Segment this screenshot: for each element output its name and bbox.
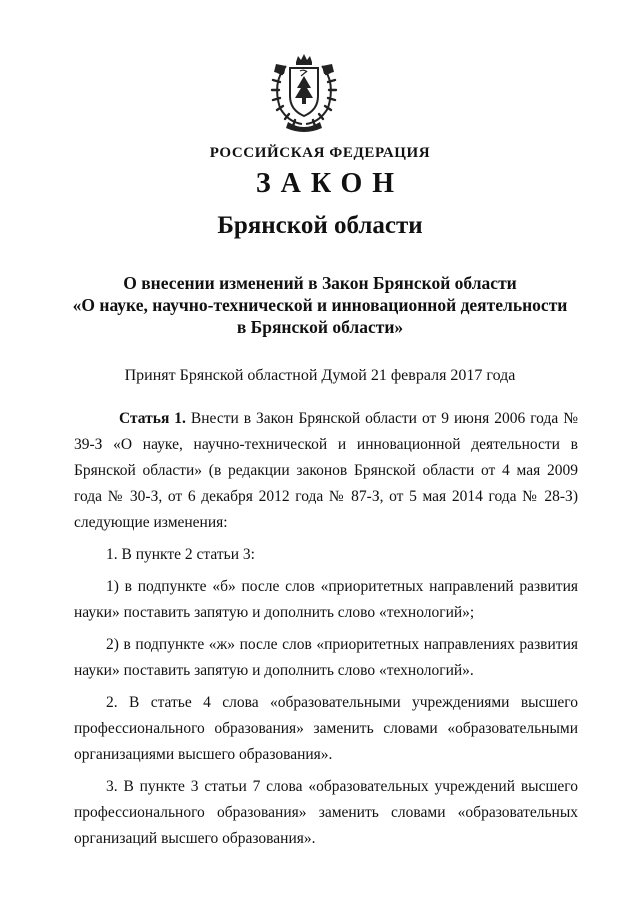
item-1-subitem-2: 2) в подпункте «ж» после слов «приоритетных направлениях развития науки» поставить запятую и дополнить слово «технологий».: [74, 636, 578, 679]
region-heading: Брянской области: [217, 212, 423, 239]
law-heading: ЗАКОН: [255, 168, 405, 199]
law-title-line-3: в Брянской области»: [236, 317, 404, 337]
law-body: [74, 406, 578, 852]
coat-of-arms-icon: [262, 52, 346, 134]
item-2: 2. В статье 4 слова «образовательными учреждениями высшего профессионального образования» заменить словами «образовательными организациями высшего образования».: [74, 694, 578, 763]
law-title-line-1: О внесении изменений в Закон Брянской области: [123, 273, 517, 293]
law-title: [60, 272, 580, 338]
law-title-line-2: «О науке, научно-технической и инновационной деятельности: [72, 295, 568, 315]
item-1-subitem-1: 1) в подпункте «б» после слов «приоритетных направлений развития науки» поставить запятую и дополнить слово «технологий»;: [74, 578, 578, 621]
article-1: [74, 406, 578, 536]
article-1-text: Внести в Закон Брянской области от 9 июня 2006 года № 39-З «О науке, научно-технической и инновационной деятельности в Брянской области» (в редакции законов Брянской области от 4 мая 2009 года № 30-З, от 6 декабря 2012 года № 87-З, от 5 мая 2014 года № 28-З) следующие изменения:: [74, 410, 579, 531]
item-1: 1. В пункте 2 статьи 3:: [106, 546, 255, 563]
item-3: 3. В пункте 3 статьи 7 слова «образовательных учреждений высшего профессионального образования» заменить словами «образовательных организаций высшего образования».: [74, 778, 578, 847]
adoption-line: Принят Брянской областной Думой 21 февраля 2017 года: [124, 367, 516, 384]
federation-heading: РОССИЙСКАЯ ФЕДЕРАЦИЯ: [209, 145, 431, 161]
article-1-label: Статья 1.: [119, 410, 186, 427]
